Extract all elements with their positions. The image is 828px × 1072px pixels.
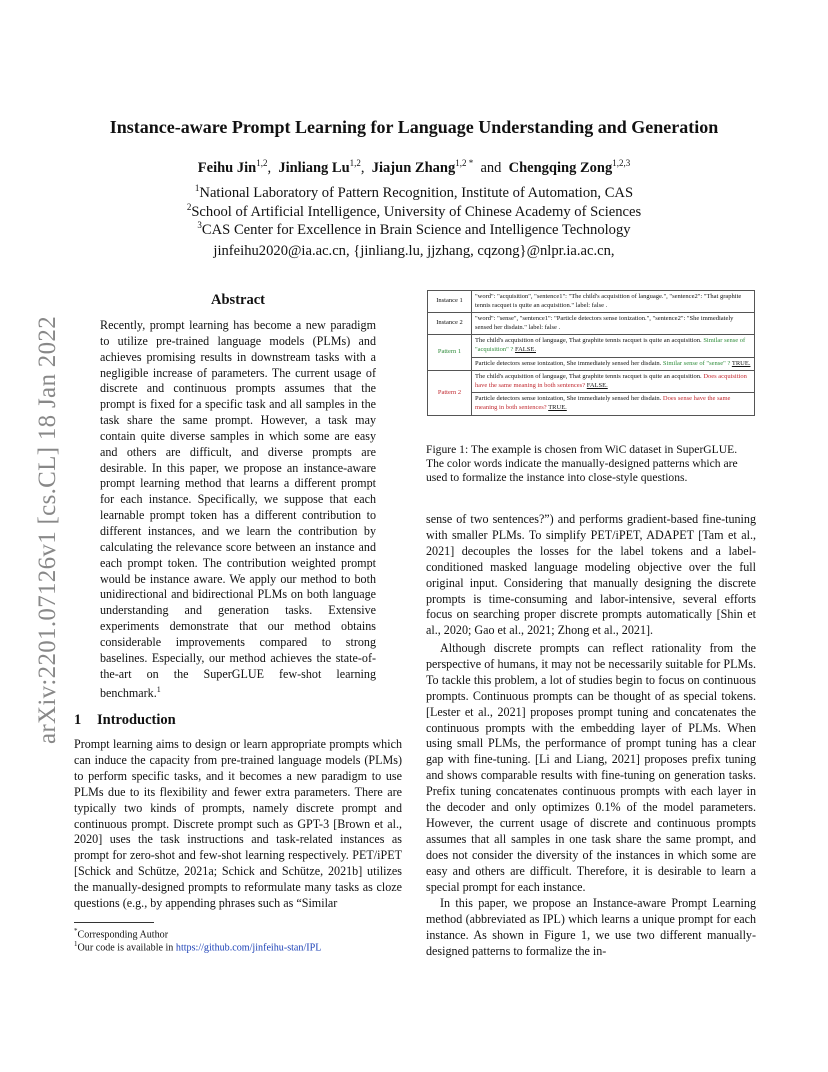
affil-mark: 1: [194, 183, 200, 193]
row-label: Instance 1: [428, 291, 472, 313]
pattern-label: Pattern 1: [428, 335, 472, 371]
footnote-mark: *: [74, 927, 78, 935]
affil-text: CAS Center for Excellence in Brain Science and Intelligence Technology: [201, 221, 631, 238]
example-table: [427, 290, 755, 416]
pattern-cell: [472, 357, 755, 371]
section-title: Introduction: [97, 712, 176, 728]
affiliation-1: [0, 183, 828, 202]
abstract-body: [100, 318, 376, 702]
row-text: "word": "acquisition", "sentence1": "The child's acquisition of language.", "sentence2": "That graphite tennis racquet is quite an acquisition." label: false .: [472, 291, 755, 313]
author-affil-mark: 1,2 *: [455, 158, 474, 168]
author-name: Jinliang Lu: [278, 159, 350, 176]
pattern-colored: Similar sense of "acquisition" ?: [475, 337, 746, 353]
table-row: [428, 313, 755, 335]
pattern-cell: [472, 371, 755, 393]
affil-mark: 3: [197, 220, 202, 230]
affil-text: School of Artificial Intelligence, University of Chinese Academy of Sciences: [191, 203, 642, 220]
abstract-heading: Abstract: [211, 292, 265, 308]
footnote-code: [74, 938, 321, 954]
pattern-colored: Similar sense of "sense" ?: [662, 359, 731, 367]
table-row: [428, 371, 755, 393]
pattern-answer: TRUE.: [548, 403, 567, 411]
affiliation-3: [0, 220, 828, 239]
pattern-answer: FALSE.: [514, 345, 536, 353]
intro-paragraph: Prompt learning aims to design or learn appropriate prompts which can induce the capacity from pre-trained language models (PLMs) to perform specific tasks, and it becomes a new paradigm to use PLMs due to its flexibility and fewer extra parameters. There are typically two kinds of prompts, namely discrete prompt and continuous prompt. Discrete prompt such as GPT-3 [Brown et al., 2020] uses the task instructions and task-related instances as prompt for zero-shot and few-shot learning respectively. PET/iPET [Schick and Schütze, 2021a; Schick and Schütze, 2021b] utilizes the manually-designed prompts to reformulate many tasks as cloze questions (e.g., by appending phrases such as “Similar: [74, 737, 402, 911]
table-row: [428, 335, 755, 357]
pattern-answer: FALSE.: [586, 381, 608, 389]
figure-caption: Figure 1: The example is chosen from WiC dataset in SuperGLUE. The color words indicate the manually-designed patterns which are used to formalize the instance into close-style questions.: [426, 443, 738, 484]
abstract-text: Recently, prompt learning has become a new paradigm to utilize pre-trained language models (PLMs) and achieves promising results in downstream tasks with a negligible increase of parameters. The current usage of discrete and continuous prompts assumes that the prompt is fixed for a specific task and all samples in the task share the same prompt. However, a task may contain quite diverse samples in which some are easy and others are difficult, and diverse prompts are desirable. In this paper, we propose an instance-aware prompt learning method that learns a different prompt for each instance. Specifically, we suppose that each learnable prompt token has a different contribution to different instances, and we learn the contribution by calculating the relevance score between an instance and each prompt token. The contribution weighted prompt would be instance aware. We apply our method to both unidirectional and bidirectional PLMs on both language understanding and generation tasks. Extensive experiments demonstrate that our method obtains considerable improvements compared to strong baselines. Especially, our method achieves the state-of-the-art on the SuperGLUE few-shot learning benchmark.: [100, 318, 376, 701]
and-word: and: [480, 159, 502, 176]
author-affil-mark: 1,2: [349, 158, 361, 168]
pattern-answer: TRUE.: [731, 359, 751, 367]
table-row: [428, 393, 755, 415]
section-heading: [74, 712, 176, 729]
affil-text: National Laboratory of Pattern Recognition, Institute of Automation, CAS: [199, 184, 634, 201]
section-number: 1: [74, 712, 82, 728]
figure-1: [427, 290, 755, 416]
table-row: [428, 357, 755, 371]
author-emails: jinfeihu2020@ia.ac.cn, {jinliang.lu, jjzhang, cqzong}@nlpr.ia.ac.cn,: [213, 243, 615, 259]
pattern-label: Pattern 2: [428, 371, 472, 415]
pattern-plain: Particle detectors sense ionization, She immediately sensed her disdain.: [475, 395, 662, 403]
footnote-text: Our code is available in: [77, 942, 176, 954]
pattern-plain: The child's acquisition of language, That graphite tennis racquet is quite an acquisition.: [475, 373, 702, 381]
table-row: [428, 291, 755, 313]
pattern-plain: Particle detectors sense ionization, She immediately sensed her disdain.: [475, 359, 662, 367]
footnote-ref: 1: [156, 685, 161, 695]
pattern-colored: Does sense have the same meaning in both sentences?: [475, 395, 731, 411]
footnote-text: Corresponding Author: [77, 929, 169, 941]
footnote-mark: 1: [74, 940, 78, 948]
pattern-cell: [472, 335, 755, 357]
author-name: Chengqing Zong: [508, 159, 613, 176]
paper-title: Instance-aware Prompt Learning for Language Understanding and Generation: [109, 117, 719, 137]
pattern-plain: The child's acquisition of language, That graphite tennis racquet is quite an acquisition.: [475, 337, 702, 345]
row-label: Instance 2: [428, 313, 472, 335]
body-paragraph: sense of two sentences?”) and performs gradient-based fine-tuning with smaller PLMs. To simplify PET/iPET, ADAPET [Tam et al., 2021] decouples the losses for the label tokens and a label-conditioned masked language modeling objective over the full original input. Considering that manually designing the discrete prompts is time-consuming and labor-intensive, several efforts focus on searching proper discrete prompts automatically [Shin et al., 2020; Gao et al., 2021; Zhong et al., 2021].: [426, 512, 756, 638]
arxiv-identifier: arXiv:2201.07126v1 [cs.CL] 18 Jan 2022: [34, 315, 61, 745]
row-text: "word": "sense", "sentence1": "Particle detectors sense ionization.", "sentence2": "She immediately sensed her disdain." label: false .: [472, 313, 755, 335]
author-affil-mark: 1,2,3: [612, 158, 631, 168]
pattern-cell: [472, 393, 755, 415]
affil-mark: 2: [186, 202, 192, 212]
footnote-rule: [74, 922, 154, 923]
author-name: Jiajun Zhang: [371, 159, 456, 176]
author-affil-mark: 1,2: [256, 158, 268, 168]
pattern-colored: Does acquisition have the same meaning in both sentences?: [475, 373, 747, 389]
code-link[interactable]: https://github.com/jinfeihu-stan/IPL: [175, 942, 322, 954]
affiliation-2: [0, 202, 828, 221]
author-name: Feihu Jin: [197, 159, 257, 176]
body-paragraph: Although discrete prompts can reflect rationality from the perspective of humans, it may not be necessarily suitable for PLMs. To tackle this problem, a lot of studies begin to focus on continuous prompts. Continuous prompts can be thought of as special tokens. [Lester et al., 2021] proposes prompt tuning and concatenates the continuous prompts with the embedding layer of PLMs. When using small PLMs, the performance of prompt tuning has a clear gap with fine-tuning. [Li and Liang, 2021] proposes prefix tuning and shows comparable results with fine-tuning on generation tasks. Prefix tuning concatenates continuous prompts with each layer in the decoder and only optimizes 0.1% of the model parameters. However, the current usage of discrete and continuous prompts assumes that all samples in one task share the same prompt, and does not consider the diversity of the instances in which some are easy and others are difficult. Therefore, it is desirable to learn a special prompt for each instance.: [426, 641, 756, 894]
body-paragraph: In this paper, we propose an Instance-aware Prompt Learning method (abbreviated as IPL) which learns a unique prompt for each instance. As shown in Figure 1, we use two different manually-designed patterns to formalize the in-: [426, 896, 756, 958]
author-list: Feihu Jin$^{1,2}$, Jinliang Lu$^{1,2}$, Jiajun Zhang$^{1,2 *}$ and Chengqing Zong$^{1,2,3}$: [197, 158, 631, 176]
